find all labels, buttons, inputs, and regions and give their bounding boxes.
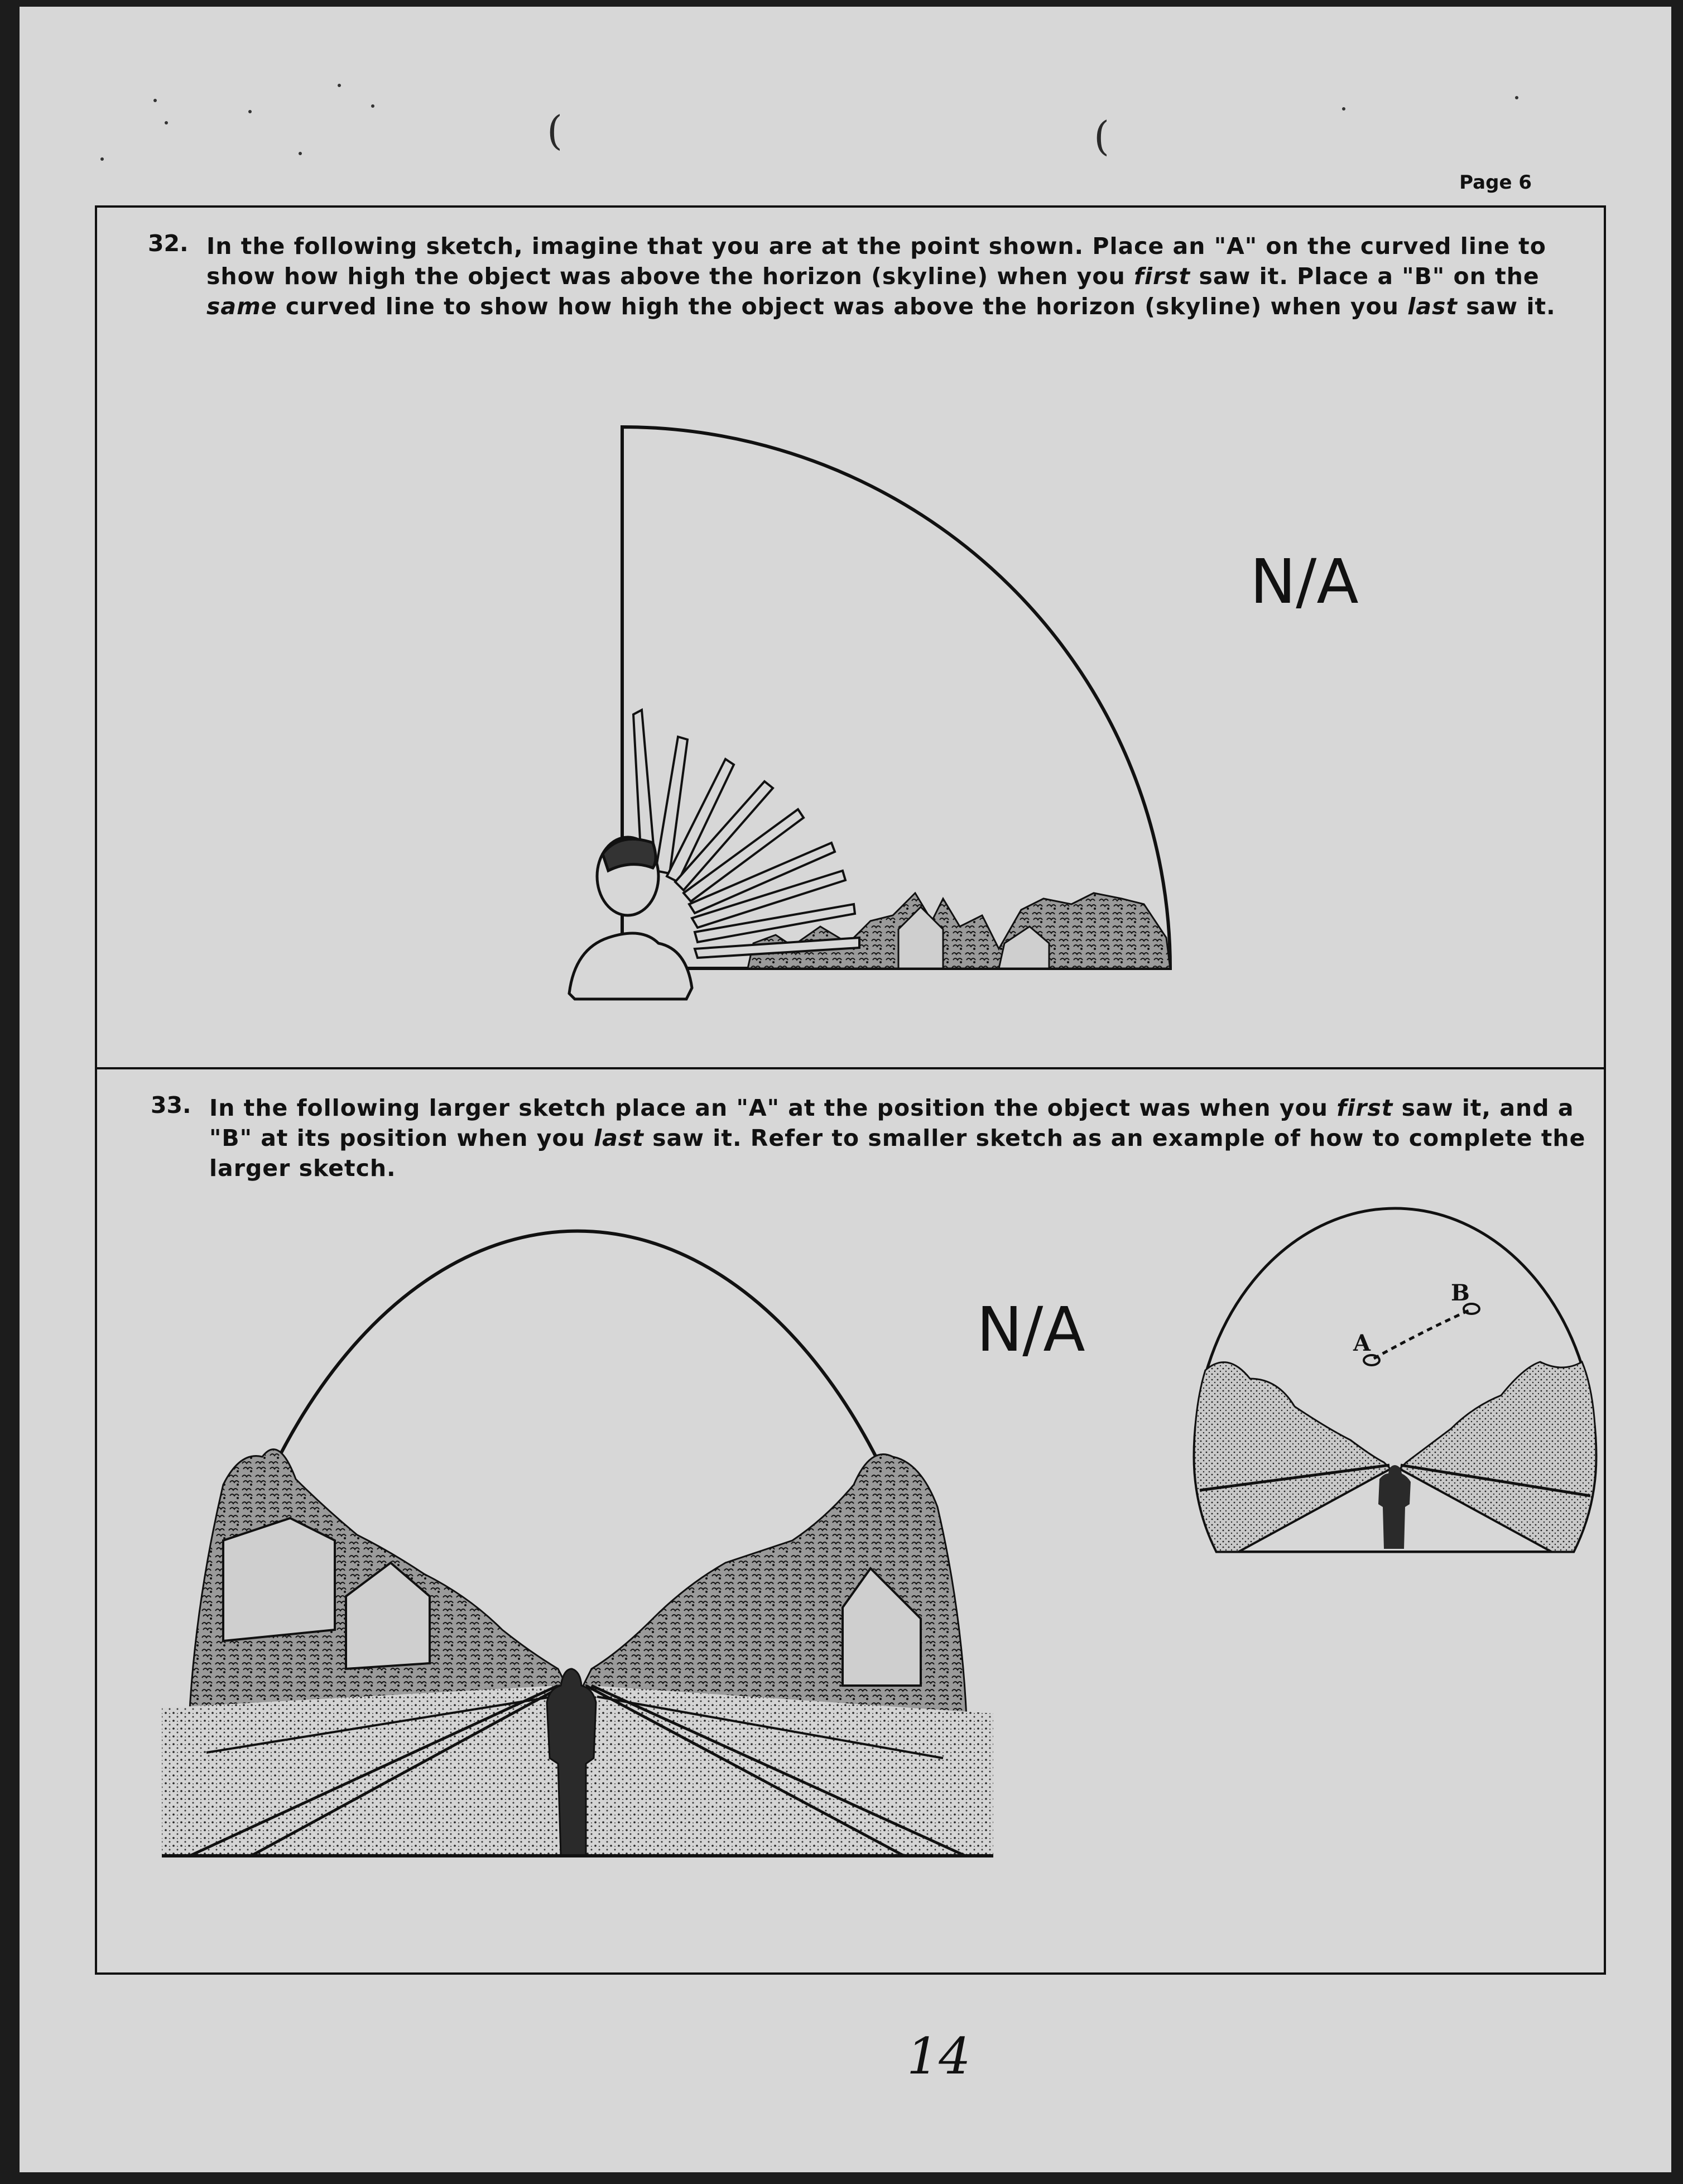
page-label: Page 6 bbox=[1459, 171, 1532, 194]
quarter-circle-sketch bbox=[569, 427, 1170, 999]
pointing-arms bbox=[633, 710, 859, 958]
left-house bbox=[223, 1518, 335, 1641]
question-32-number: 32. bbox=[148, 230, 189, 257]
skyline-houses bbox=[748, 893, 1170, 968]
punch-mark: ( bbox=[547, 107, 563, 154]
question-32-text: In the following sketch, imagine that you are at the point shown. Place an "A" on the curved line to show how high the object was above the horizon (skyline) when you first saw it. Place a "B" on the same curved line to show how high the object was above the horizon (skyline) when you last saw it. bbox=[206, 233, 1556, 320]
example-dome-sketch bbox=[1192, 1208, 1596, 1585]
handwritten-page-number: 14 bbox=[907, 2027, 971, 2086]
question-33-number: 33. bbox=[151, 1092, 191, 1119]
label-a: A bbox=[1353, 1330, 1371, 1356]
handwritten-answer-33: N/A bbox=[977, 1294, 1085, 1365]
handwritten-answer-32: N/A bbox=[1250, 546, 1359, 617]
question-33-text: In the following larger sketch place an "A" at the position the object was when you first saw it, and a "B" at its position when you last saw it. Refer to smaller sketch as an example of how to complete the larger sketch. bbox=[209, 1095, 1586, 1182]
label-b: B bbox=[1451, 1280, 1470, 1306]
large-dome-sketch bbox=[162, 1231, 993, 1856]
punch-mark: ( bbox=[1094, 113, 1110, 160]
